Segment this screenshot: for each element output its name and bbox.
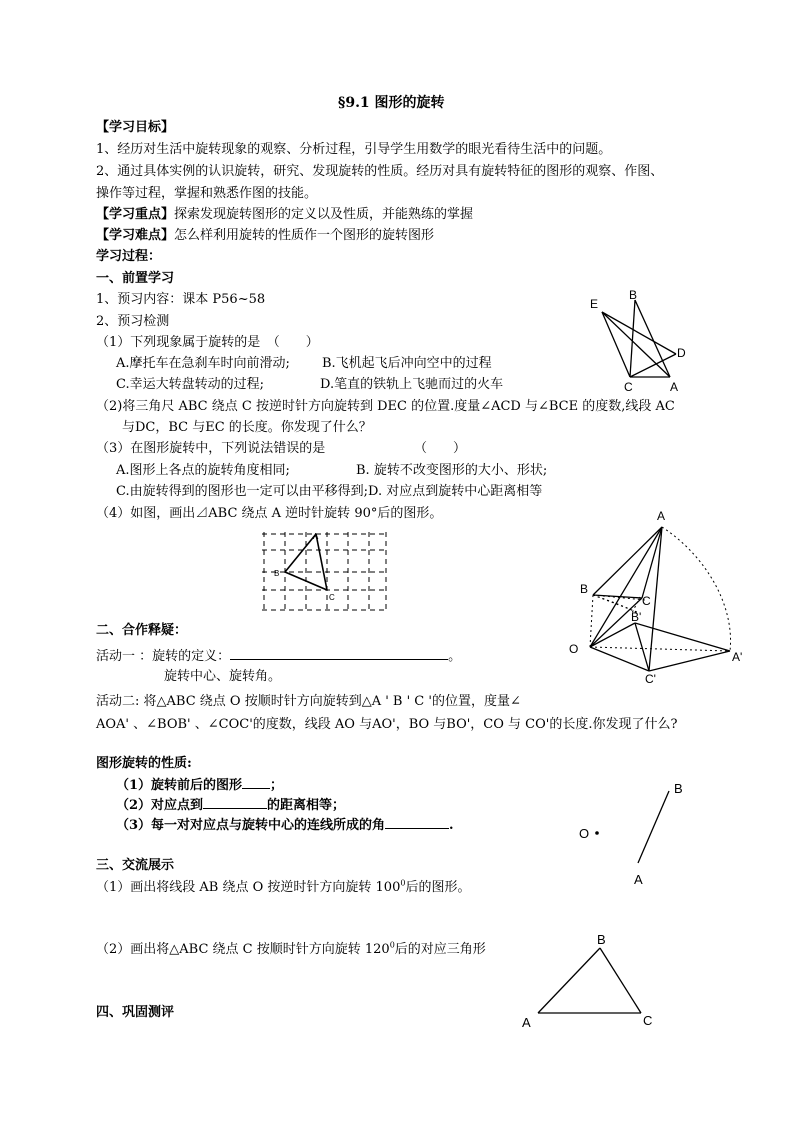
section3-heading: 三、交流展示 — [96, 858, 175, 873]
fig5-label-C: C — [643, 1013, 653, 1028]
q2-line2: 与DC，BC 与EC 的长度。你发现了什么？ — [122, 420, 372, 435]
fig5-label-B: B — [597, 932, 606, 947]
property-3-text: （3）每一对对应点与旋转中心的连线所成的角 — [116, 818, 386, 833]
definition-blank[interactable] — [230, 646, 448, 660]
property-2-end: 的距离相等； — [267, 798, 346, 813]
q1-option-d: D.笔直的铁轨上飞驰而过的火车 — [320, 377, 504, 392]
activity1-end: 。 — [448, 649, 462, 664]
figure-rotation-about-O — [565, 505, 755, 690]
fig3-label-B: B — [580, 582, 589, 596]
figure-segment-AB — [570, 775, 700, 890]
difficulty-row — [96, 227, 434, 244]
fig1-label-D: D — [677, 346, 686, 360]
property-1-text: （1）旋转前后的图形 — [116, 778, 243, 793]
fig3-label-A: A — [657, 509, 666, 523]
section4-heading: 四、巩固测评 — [96, 1005, 175, 1020]
property-2-blank[interactable] — [203, 795, 267, 809]
fig3-label-O: O — [569, 642, 579, 656]
s3-q1-text: （1）画出将线段 AB 绕点 O 按逆时针方向旋转 100 — [96, 880, 401, 895]
fig3-label-A-prime: A' — [732, 650, 743, 664]
figure-rotated-triangles — [585, 285, 695, 395]
fig5-label-A: A — [522, 1015, 531, 1030]
fig4-label-B: B — [674, 781, 683, 796]
activity2-line1: 活动二: 将△ABC 绕点 O 按顺时针方向旋转到△A ' B ' C '的位置，度量∠ — [96, 694, 521, 709]
fig4-label-O: O — [579, 826, 590, 841]
dashed-grid — [262, 532, 388, 612]
activity1-row — [96, 646, 461, 665]
fig3-label-C: C — [642, 594, 651, 608]
q1-option-a: A.摩托车在急刹车时向前滑动; — [116, 356, 290, 371]
property-2 — [116, 795, 345, 814]
q1-option-b: B.飞机起飞后冲向空中的过程 — [322, 356, 492, 371]
fig1-label-A: A — [670, 380, 679, 394]
s3-q2-degree: 0 — [389, 940, 395, 950]
s3-question-2 — [96, 941, 486, 958]
s3-q2-text: （2）画出将△ABC 绕点 C 按顺时针方向旋转 120 — [96, 942, 390, 957]
property-1 — [116, 775, 283, 794]
property-3-end: . — [449, 818, 454, 833]
properties-heading: 图形旋转的性质: — [96, 756, 192, 771]
fig2-label-C: C — [329, 593, 335, 602]
difficulty-text: 怎么样利用旋转的性质作一个图形的旋转图形 — [174, 228, 435, 243]
figure-grid-triangle — [258, 528, 393, 616]
section2-heading: 二、合作释疑： — [96, 623, 188, 638]
q3-stem: （3）在图形旋转中，下列说法错误的是 — [96, 441, 326, 456]
fig1-label-B: B — [629, 288, 638, 302]
page-title: §9.1 图形的旋转 — [338, 95, 445, 111]
figure-triangle-ABC — [515, 930, 665, 1030]
s3-q2-end: 后的对应三角形 — [394, 942, 486, 957]
activity2-line2: AOA' 、∠BOB' 、∠COC'的度数，线段 AO 与AO'，BO 与BO'，CO 与 CO'的长度.你发现了什么? — [96, 717, 678, 732]
fig1-label-C: C — [624, 380, 633, 394]
q3-option-b: B. 旋转不改变图形的大小、形状; — [356, 463, 548, 478]
key-point-text: 探索发现旋转图形的定义以及性质，并能熟练的掌握 — [174, 207, 474, 222]
fig4-label-A: A — [634, 872, 643, 887]
line-EC2 — [602, 312, 630, 377]
fig3-label-C-prime: C' — [645, 672, 656, 686]
preview-content: 1、预习内容：课本 P56~58 — [96, 292, 266, 307]
segment-AB — [638, 791, 669, 863]
property-1-blank[interactable] — [242, 775, 270, 789]
fig2-label-B: B — [274, 569, 280, 578]
key-point-row — [96, 206, 473, 223]
activity1-line2: 旋转中心、旋转角。 — [164, 669, 282, 684]
fig3-label-B-prime: B' — [631, 610, 642, 624]
s3-q1-end: 后的图形。 — [405, 880, 471, 895]
q3-paren: （ ） — [414, 441, 467, 456]
property-3 — [116, 815, 454, 834]
goal-item-1: 1、经历对生活中旋转现象的观察、分析过程，引导学生用数学的眼光看待生活中的问题。 — [96, 142, 612, 157]
triangle-ABC — [538, 948, 641, 1013]
key-point-label: 【学习重点】 — [96, 207, 175, 222]
s3-question-1 — [96, 879, 470, 896]
q1-option-c: C.幸运大转盘转动的过程; — [116, 377, 264, 392]
line-BC — [630, 300, 635, 377]
difficulty-label: 【学习难点】 — [96, 228, 175, 243]
goal-item-2-line1: 2、通过具体实例的认识旋转，研究、发现旋转的性质。经历对具有旋转特征的图形的观察、作图、 — [96, 164, 664, 179]
q2-line1: （2)将三角尺 ABC 绕点 C 按逆时针方向旋转到 DEC 的位置.度量∠ACD 与∠BCE 的度数,线段 AC — [96, 399, 675, 414]
goals-heading: 【学习目标】 — [96, 120, 175, 135]
point-O — [595, 831, 599, 835]
property-2-text: （2）对应点到 — [116, 798, 204, 813]
property-3-blank[interactable] — [385, 815, 449, 829]
fig1-label-E: E — [590, 297, 599, 311]
goal-item-2-line2: 操作等过程，掌握和熟悉作图的技能。 — [96, 186, 318, 201]
q4-stem: （4）如图，画出⊿ABC 绕点 A 逆时针旋转 90°后的图形。 — [96, 506, 443, 521]
property-1-end: ； — [270, 778, 284, 793]
q1-stem: （1）下列现象属于旋转的是 （ ） — [96, 335, 319, 350]
q3-option-cd: C.由旋转得到的图形也一定可以由平移得到;D. 对应点到旋转中心距离相等 — [116, 484, 543, 499]
activity1-label: 活动一 ：旋转的定义： — [96, 649, 231, 664]
s3-q1-degree: 0 — [400, 878, 406, 888]
section1-heading: 一、前置学习 — [96, 271, 175, 286]
preview-check: 2、预习检测 — [96, 314, 170, 329]
process-heading: 学习过程： — [96, 249, 162, 264]
q3-option-a: A.图形上各点的旋转角度相同; — [116, 463, 290, 478]
fig2-label-A: A — [313, 532, 319, 541]
